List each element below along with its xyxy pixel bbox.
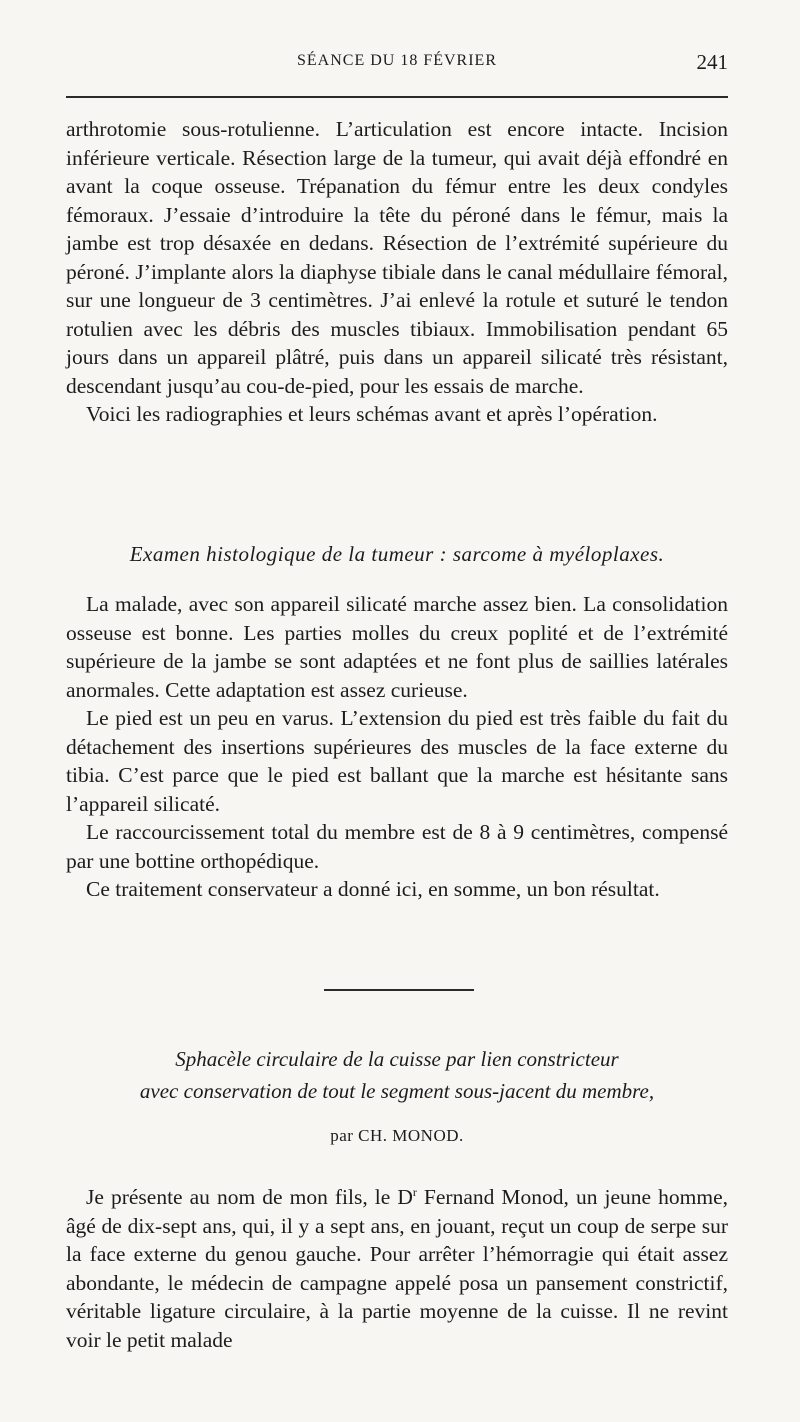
section-result-text: [66, 590, 728, 904]
header-rule: [66, 96, 728, 98]
running-head: [66, 50, 728, 80]
article-title: [66, 1043, 728, 1107]
paragraph: Le pied est un peu en varus. L’extension du pied est très faible du fait du détachement des insertions supérieures des muscles de la face externe du tibia. C’est parce que le pied est ballant que la marche est hésitante sans l’appareil silicaté.: [66, 706, 728, 816]
paragraph: [66, 1183, 728, 1354]
section-operation-text: [66, 115, 728, 429]
page-number: 241: [696, 50, 728, 74]
paragraph: Voici les radiographies et leurs schémas avant et après l’opération.: [86, 402, 658, 426]
paragraph: Le raccourcissement total du membre est de 8 à 9 centimètres, compensé par une bottine orthopédique.: [66, 820, 728, 873]
superscript: r: [412, 1184, 417, 1199]
paragraph: La malade, avec son appareil silicaté marche assez bien. La consolidation osseuse est bonne. Les parties molles du creux poplité et de l’extrémité supérieure de la jambe se sont adaptées et ne font plus de saillies latérales anormales. Cette adaptation est assez curieuse.: [66, 592, 728, 702]
paragraph: arthrotomie sous-rotulienne. L’articulation est encore intacte. Incision inférieure verticale. Résection large de la tumeur, qui avait déjà effondré en avant la coque osseuse. Trépanation du fémur entre les deux condyles fémoraux. J’essaie d’introduire la tête du péroné dans le fémur, mais la jambe est trop désaxée en dedans. Résection de l’extrémité supérieure du péroné. J’implante alors la diaphyse tibiale dans le canal médullaire fémoral, sur une longueur de 3 centimètres. J’ai enlevé la rotule et suturé le tendon rotulien avec les débris des muscles tibiaux. Immobilisation pendant 65 jours dans un appareil plâtré, puis dans un appareil silicaté très résistant, descendant jusqu’au cou-de-pied, pour les essais de marche.: [66, 117, 728, 398]
text-run: Fernand Monod, un jeune homme, âgé de dix-sept ans, qui, il y a sept ans, en jouant, reçut un coup de serpe sur la face externe du genou gauche. Pour arrêter l’hémorragie qui était assez abondante, le médecin de campagne appelé posa un pansement constrictif, véritable ligature circulaire, à la partie moyenne de la cuisse. Il ne revint voir le petit malade: [66, 1185, 728, 1352]
running-title: SÉANCE DU 18 FÉVRIER: [296, 52, 497, 69]
text-run: Je présente au nom de mon fils, le D: [86, 1185, 413, 1209]
paragraph: Ce traitement conservateur a donné ici, en somme, un bon résultat.: [86, 877, 660, 901]
article-title-line: avec conservation de tout le segment sous-jacent du membre,: [139, 1079, 655, 1103]
article-title-line: Sphacèle circulaire de la cuisse par lien constricteur: [175, 1047, 619, 1071]
exam-caption: Examen histologique de la tumeur : sarcome à myéloplaxes.: [129, 542, 665, 566]
article-author: par CH. MONOD.: [330, 1126, 464, 1145]
section-divider: [324, 989, 474, 991]
article-body-text: [66, 1183, 728, 1354]
